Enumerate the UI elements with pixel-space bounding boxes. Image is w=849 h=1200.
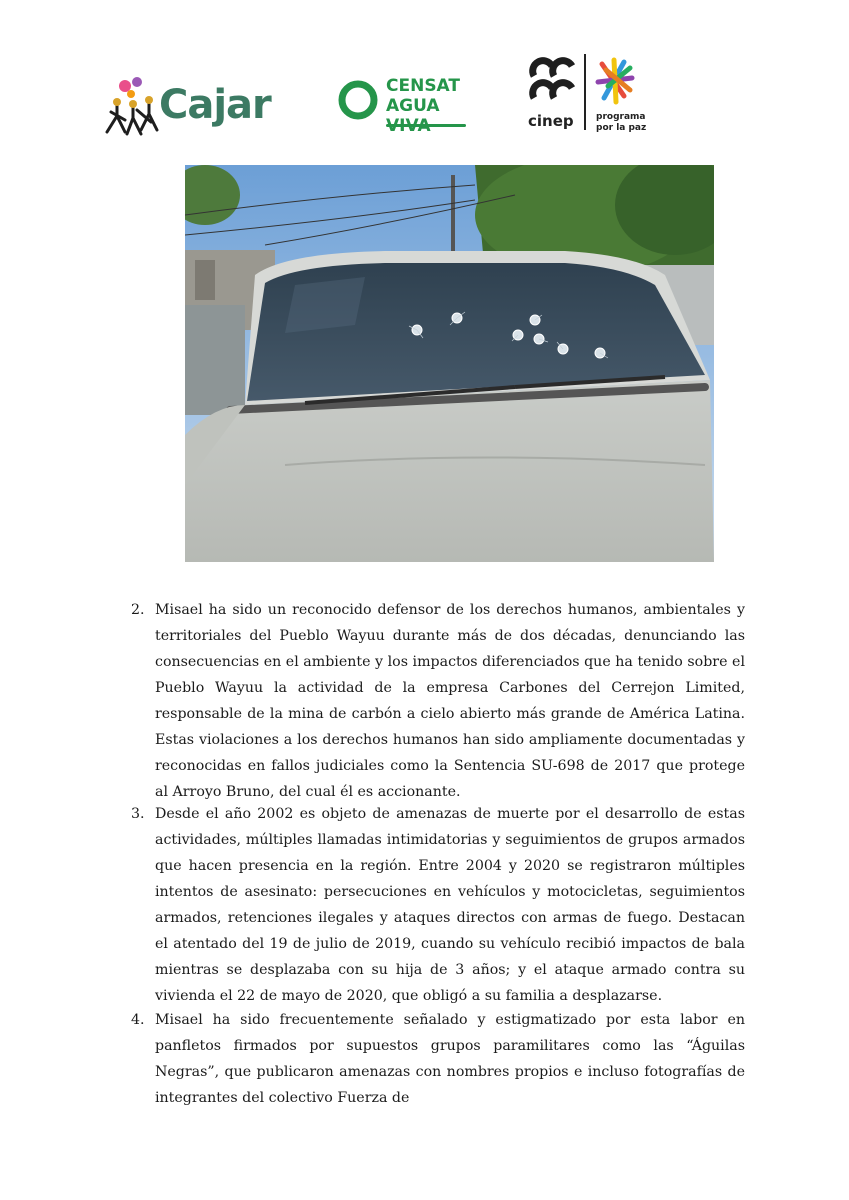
programa-line-1: programa xyxy=(596,112,646,122)
paragraph-2: Misael ha sido un reconocido defensor de los derechos humanos, ambientales y territoriales del Pueblo Wayuu durante más de dos décadas, denunciando las consecuencias en el ambiente y los impactos diferenciados que ha tenido sobre el Pueblo Wayuu la actividad de la empresa Carbones del Cerrejon Limited, responsable de la mina de carbón a cielo abierto más grande de América Latina. Estas violaciones a los derechos humanos han sido ampliamente documentadas y reconocidas en fallos judiciales como la Sentencia SU-698 de 2017 que protege al Arroyo Bruno, del cual él es accionante. xyxy=(155,602,745,800)
cinep-logo xyxy=(528,54,658,144)
programa-line-2: por la paz xyxy=(596,123,647,133)
programa-paz-wordmark xyxy=(596,112,646,134)
list-number-3: 3. xyxy=(131,806,145,822)
logo-divider xyxy=(584,54,586,130)
censat-ring-icon xyxy=(338,78,382,122)
cajar-emblem-icon xyxy=(103,72,159,142)
censat-line-2: AGUA xyxy=(386,96,440,116)
censat-underline xyxy=(386,124,466,127)
censat-line-1: CENSAT xyxy=(386,76,460,96)
cajar-wordmark: Cajar xyxy=(159,82,271,128)
cajar-logo xyxy=(103,72,283,142)
list-number-2: 2. xyxy=(131,602,145,618)
paragraph-3: Desde el año 2002 es objeto de amenazas de muerte por el desarrollo de estas actividades, múltiples llamadas intimidatorias y seguimientos de grupos armados que hacen presencia en la región. Entre 2004 y 2020 se registraron múltiples intentos de asesinato: persecuciones en vehículos y motocicletas, seguimientos armados, retenciones ilegales y ataques directos con armas de fuego. Destacan el atentado del 19 de julio de 2019, cuando su vehículo recibió impactos de bala mientras se desplazaba con su hija de 3 años; y el ataque armado contra su vivienda el 22 de mayo de 2020, que obligó a su familia a desplazarse. xyxy=(155,806,745,1004)
paragraph-4: Misael ha sido frecuentemente señalado y estigmatizado por esta labor en panfletos firmados por supuestos grupos paramilitares como las “Águilas Negras”, que publicaron amenazas con nombres propios e incluso fotografías de integrantes del colectivo Fuerza de xyxy=(155,1012,745,1106)
censat-wordmark xyxy=(386,76,476,136)
cinep-mark-icon xyxy=(528,54,578,110)
programa-paz-mark-icon xyxy=(594,56,640,110)
vehicle-photo xyxy=(185,165,714,562)
bullet-damaged-windshield-image xyxy=(185,165,714,562)
logo-header xyxy=(0,40,849,140)
list-number-4: 4. xyxy=(131,1012,145,1028)
censat-logo xyxy=(338,70,478,136)
cinep-wordmark: cinep xyxy=(528,112,574,130)
